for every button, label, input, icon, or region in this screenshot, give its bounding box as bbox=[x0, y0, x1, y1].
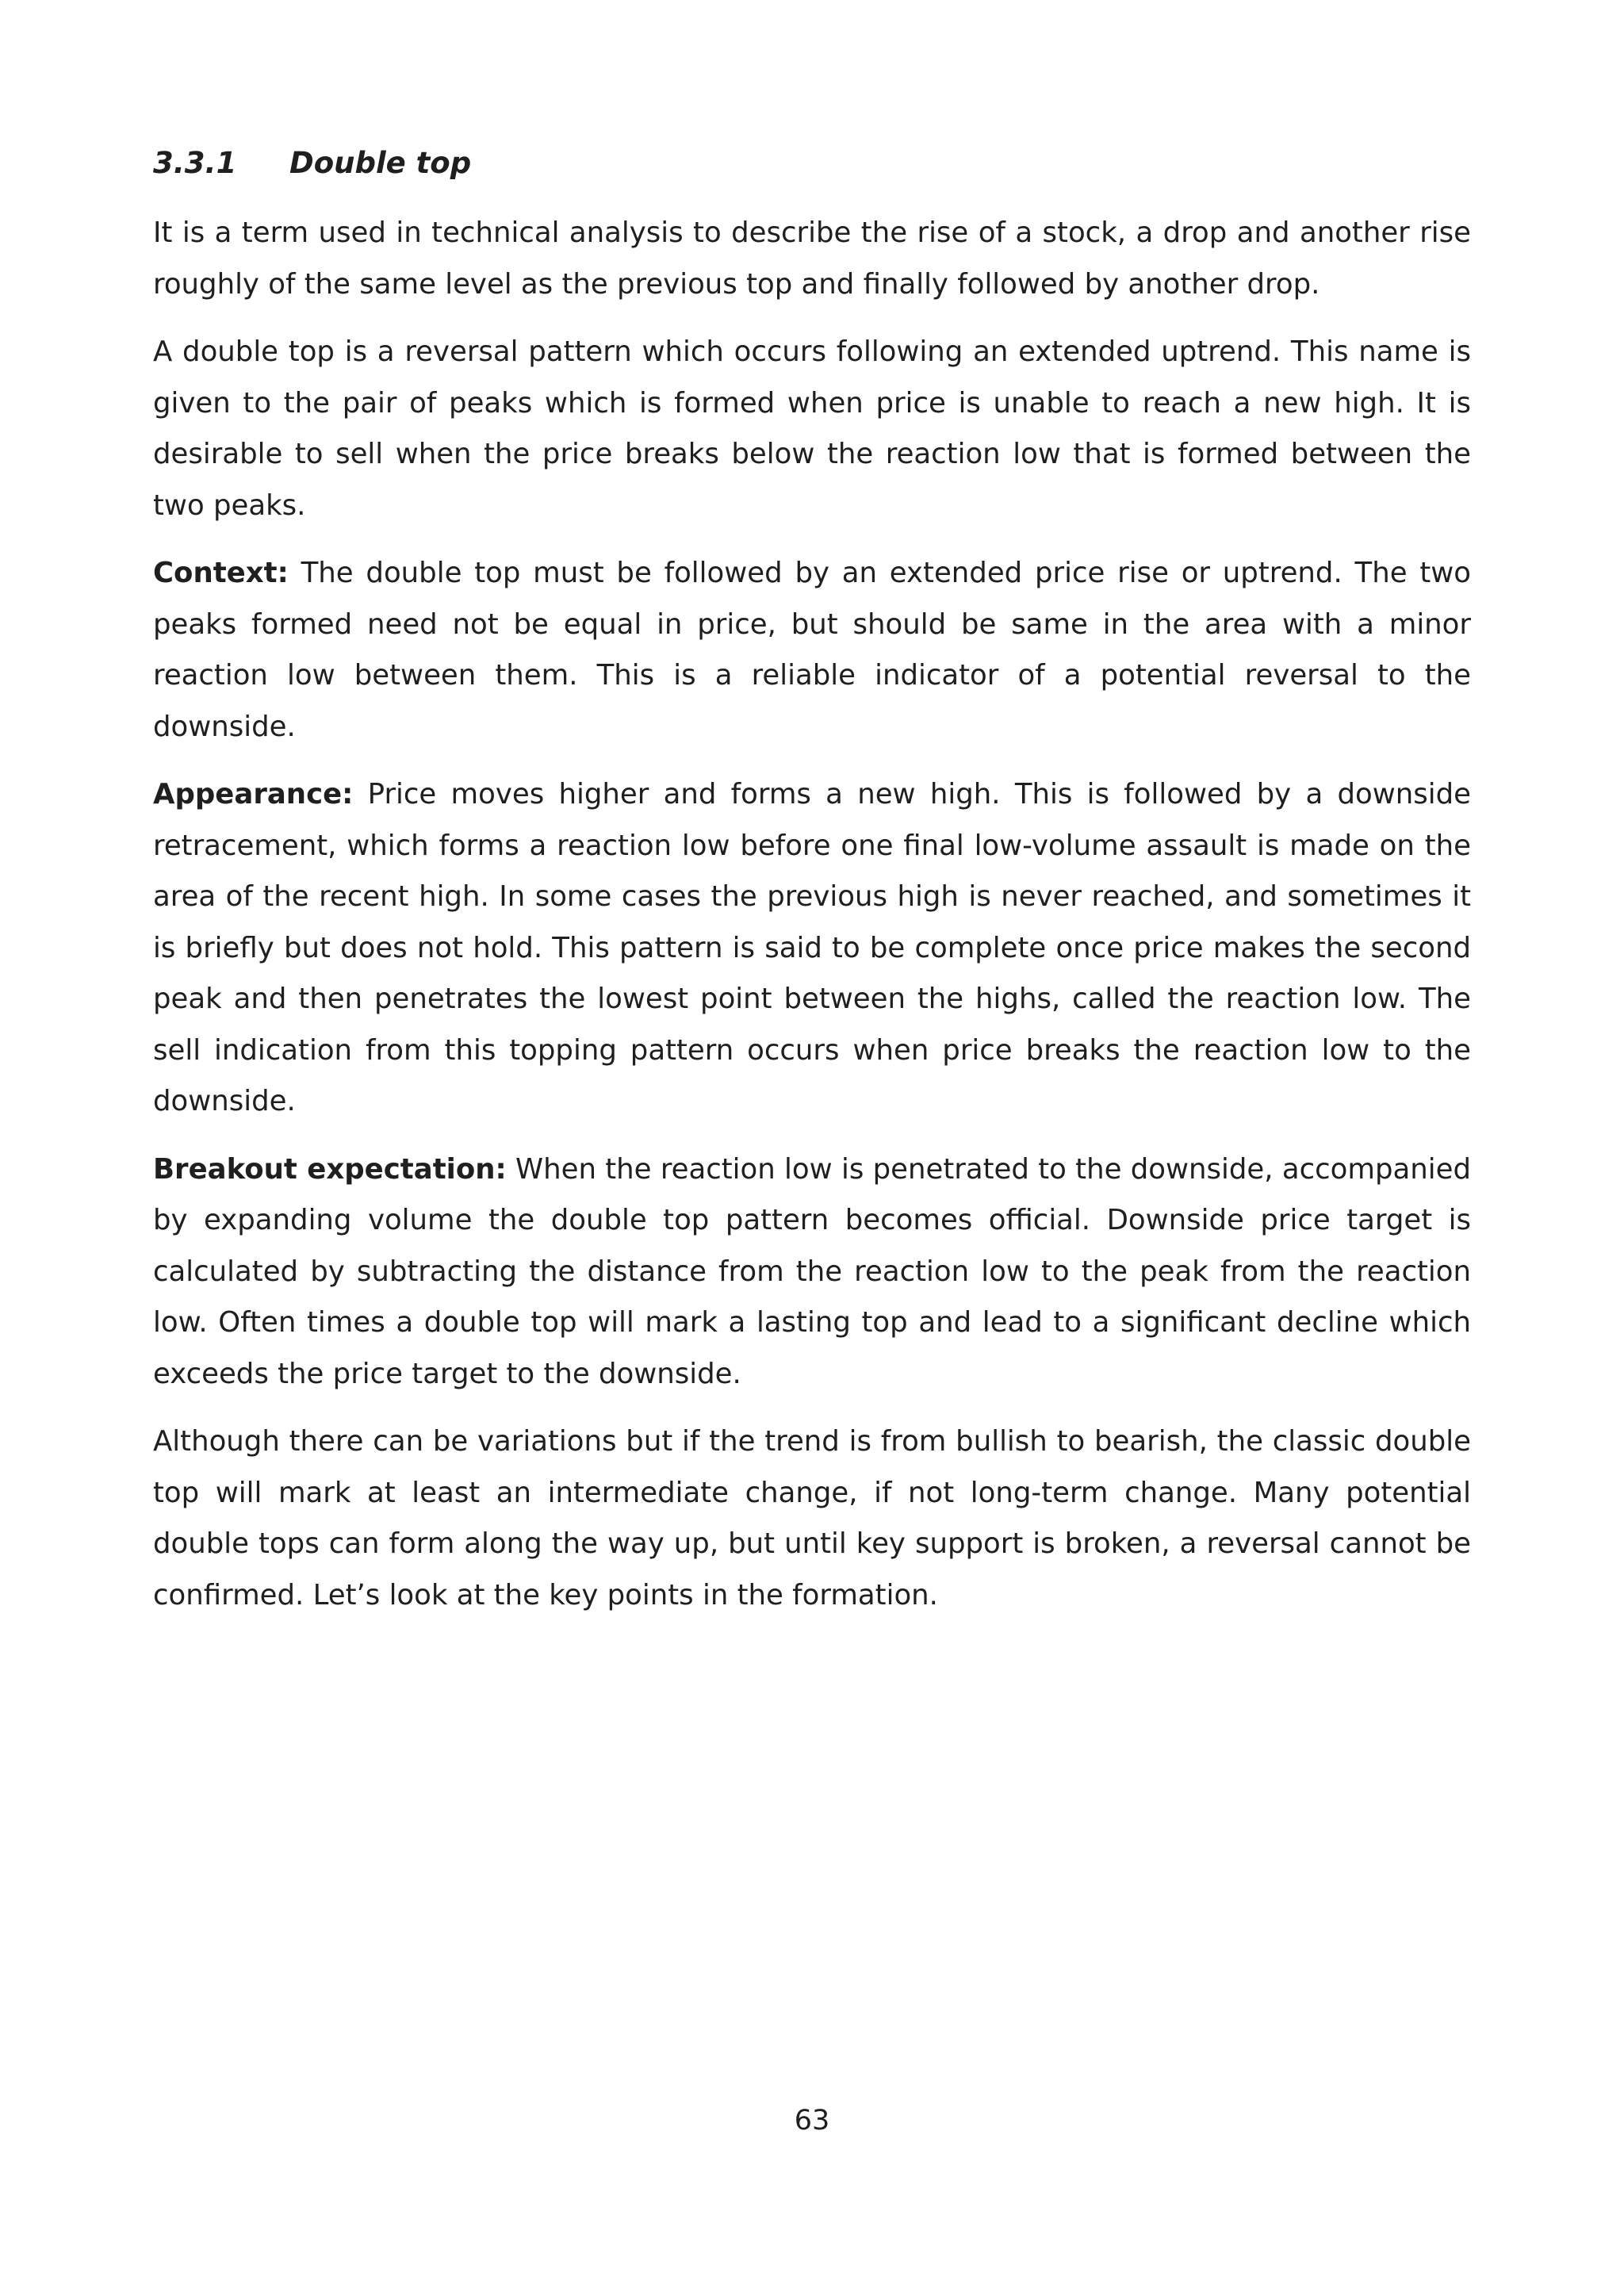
paragraph-definition bbox=[153, 208, 1471, 310]
paragraph-text: The double top must be followed by an extended price rise or uptrend. The two peaks formed need not be equal in price, but should be same in the area with a minor reaction low between them. This is a reliable indicator of a potential reversal to the downside. bbox=[153, 557, 1471, 743]
paragraph-text: Price moves higher and forms a new high. This is followed by a downside retracement, which forms a reaction low before one final low-volume assault is made on the area of the recent high. In some cases the previous high is never reached, and sometimes it is briefly but does not hold. This pattern is said to be complete once price makes the second peak and then penetrates the lowest point between the highs, called the reaction low. The sell indication from this topping pattern occurs when price breaks the reaction low to the downside. bbox=[153, 778, 1471, 1117]
page-number: 63 bbox=[794, 2105, 830, 2136]
paragraph-variations bbox=[153, 1416, 1471, 1621]
paragraph-text: Although there can be variations but if the trend is from bullish to bearish, the classic double top will mark at least an intermediate change, if not long-term change. Many potential double tops can form along the way up, but until key support is broken, a reversal cannot be confirmed. Let’s look at the key points in the formation. bbox=[153, 1425, 1471, 1611]
paragraph-reversal-pattern bbox=[153, 327, 1471, 531]
paragraph-text: It is a term used in technical analysis to describe the rise of a stock, a drop and another rise roughly of the same level as the previous top and finally followed by another drop. bbox=[153, 217, 1471, 301]
paragraph-lead: Appearance: bbox=[153, 778, 354, 811]
paragraph-breakout-expectation bbox=[153, 1144, 1471, 1401]
paragraph-appearance bbox=[153, 769, 1471, 1128]
paragraph-text: When the reaction low is penetrated to the downside, accompanied by expanding volume the double top pattern becomes official. Downside price target is calculated by subtracting the distance from the reaction low to the peak from the reaction low. Often times a double top will mark a lasting top and lead to a significant decline which exceeds the price target to the downside. bbox=[153, 1152, 1471, 1390]
paragraph-lead: Context: bbox=[153, 557, 289, 589]
section-number: 3.3.1 bbox=[153, 146, 237, 180]
paragraph-context bbox=[153, 548, 1471, 753]
document-body bbox=[153, 143, 1471, 1638]
section-title: Double top bbox=[289, 146, 472, 180]
section-heading bbox=[153, 143, 1471, 184]
paragraph-text: A double top is a reversal pattern which occurs following an extended uptrend. This name is given to the pair of peaks which is formed when price is unable to reach a new high. It is desirable to sell when the price breaks below the reaction low that is formed between the two peaks. bbox=[153, 335, 1471, 522]
paragraph-lead: Breakout expectation: bbox=[153, 1152, 507, 1186]
